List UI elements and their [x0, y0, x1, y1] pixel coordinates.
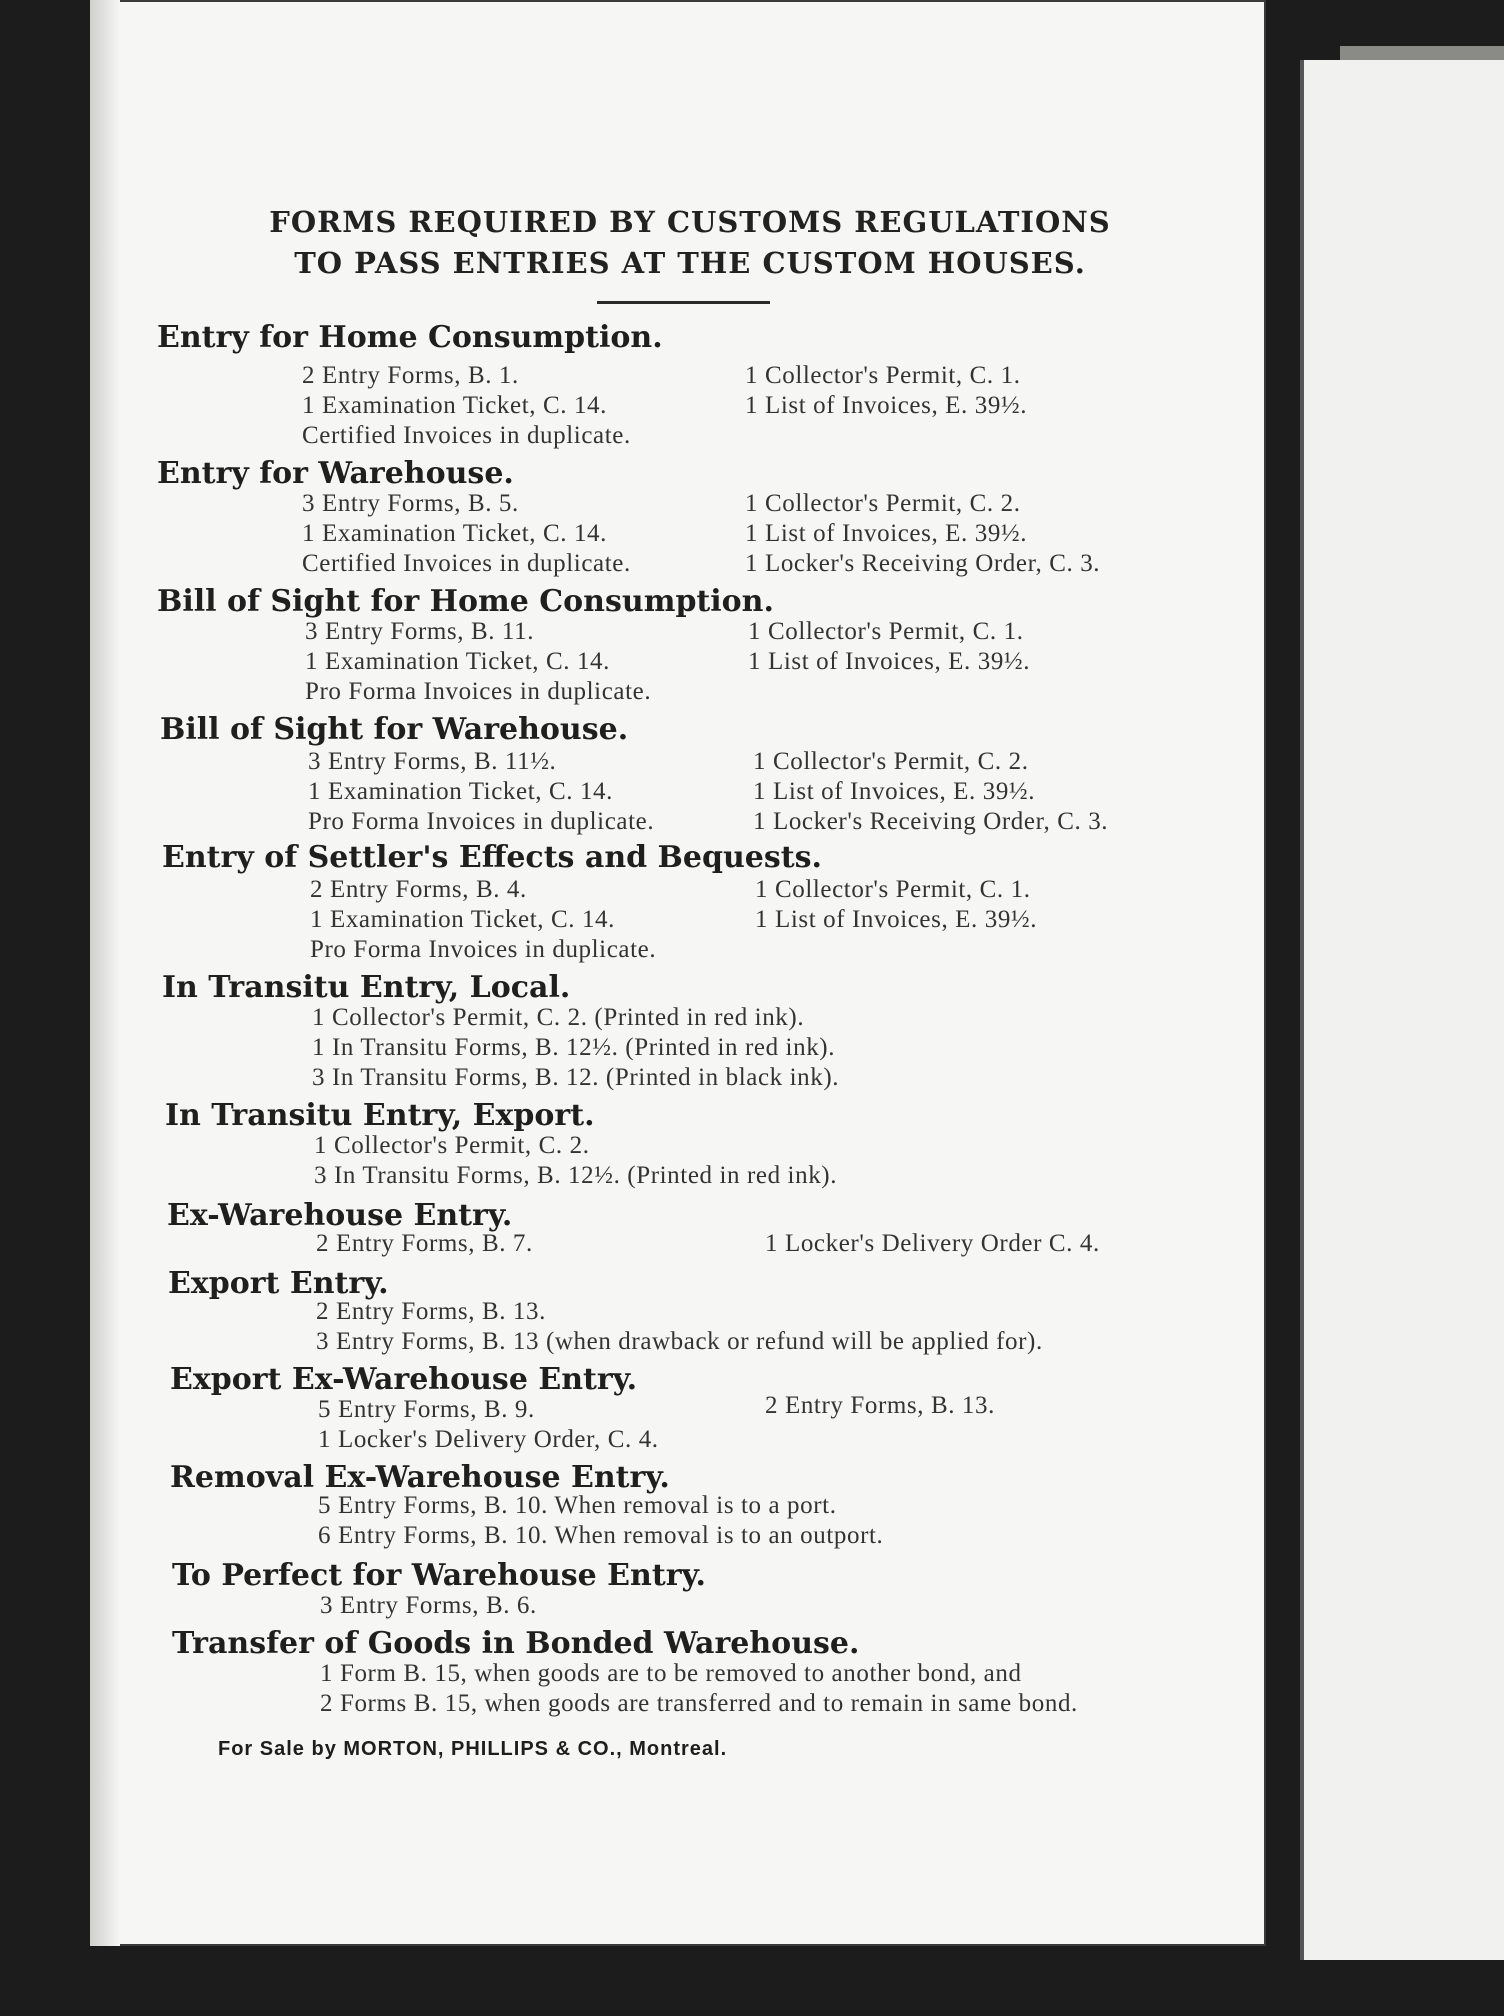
form-item: 1 Collector's Permit, C. 1. [745, 362, 1021, 389]
form-item: 5 Entry Forms, B. 10. When removal is to a port. [318, 1492, 837, 1519]
form-item: 2 Entry Forms, B. 13. [765, 1392, 995, 1419]
section-heading: Export Entry. [168, 1266, 389, 1301]
form-item: 1 List of Invoices, E. 39½. [753, 778, 1036, 805]
form-item: 1 List of Invoices, E. 39½. [755, 906, 1038, 933]
section-heading: Entry for Home Consumption. [157, 320, 663, 355]
form-item: 1 Collector's Permit, C. 1. [748, 618, 1024, 645]
form-item: 1 Examination Ticket, C. 14. [302, 392, 607, 419]
form-item: Pro Forma Invoices in duplicate. [308, 808, 655, 835]
form-item: Certified Invoices in duplicate. [302, 422, 631, 449]
form-item: 3 In Transitu Forms, B. 12. (Printed in black ink). [312, 1064, 840, 1091]
form-item: 1 List of Invoices, E. 39½. [745, 392, 1028, 419]
form-item: 1 Locker's Receiving Order, C. 3. [753, 808, 1109, 835]
section-heading: In Transitu Entry, Local. [162, 970, 571, 1005]
form-item: 1 Examination Ticket, C. 14. [308, 778, 613, 805]
form-item: 1 Examination Ticket, C. 14. [302, 520, 607, 547]
form-item: 2 Entry Forms, B. 13. [316, 1298, 546, 1325]
form-item: 2 Entry Forms, B. 7. [316, 1230, 533, 1257]
form-item: 1 Examination Ticket, C. 14. [310, 906, 615, 933]
page-title [120, 202, 1260, 284]
form-item: 1 Locker's Receiving Order, C. 3. [745, 550, 1101, 577]
form-item: 3 Entry Forms, B. 13 (when drawback or refund will be applied for). [316, 1328, 1043, 1355]
title-divider [597, 301, 770, 304]
form-item: 3 In Transitu Forms, B. 12½. (Printed in red ink). [314, 1162, 838, 1189]
section-heading: Removal Ex-Warehouse Entry. [170, 1460, 670, 1495]
form-item: 3 Entry Forms, B. 11. [305, 618, 535, 645]
form-item: Certified Invoices in duplicate. [302, 550, 631, 577]
form-item: 1 Locker's Delivery Order, C. 4. [318, 1426, 659, 1453]
section-heading: Entry of Settler's Effects and Bequests. [162, 840, 822, 875]
form-item: 1 Collector's Permit, C. 2. [753, 748, 1029, 775]
form-item: 2 Forms B. 15, when goods are transferred and to remain in same bond. [320, 1690, 1078, 1717]
form-item: 6 Entry Forms, B. 10. When removal is to an outport. [318, 1522, 884, 1549]
title-line-2: TO PASS ENTRIES AT THE CUSTOM HOUSES. [294, 246, 1086, 280]
form-item: 1 Examination Ticket, C. 14. [305, 648, 610, 675]
form-item: 5 Entry Forms, B. 9. [318, 1396, 535, 1423]
form-item: 1 Collector's Permit, C. 1. [755, 876, 1031, 903]
section-heading: Transfer of Goods in Bonded Warehouse. [172, 1626, 860, 1661]
section-heading: Bill of Sight for Home Consumption. [157, 584, 774, 619]
section-heading: In Transitu Entry, Export. [165, 1098, 595, 1133]
form-item: 1 Collector's Permit, C. 2. [314, 1132, 590, 1159]
form-item: 1 Collector's Permit, C. 2. (Printed in red ink). [312, 1004, 805, 1031]
form-item: Pro Forma Invoices in duplicate. [310, 936, 657, 963]
form-item: 3 Entry Forms, B. 11½. [308, 748, 557, 775]
form-item: 1 Locker's Delivery Order C. 4. [765, 1230, 1100, 1257]
form-item: 3 Entry Forms, B. 6. [320, 1592, 537, 1619]
form-item: 1 In Transitu Forms, B. 12½. (Printed in red ink). [312, 1034, 836, 1061]
form-item: 1 List of Invoices, E. 39½. [745, 520, 1028, 547]
form-item: 1 List of Invoices, E. 39½. [748, 648, 1031, 675]
form-item: 1 Form B. 15, when goods are to be removed to another bond, and [320, 1660, 1022, 1687]
publisher-footer: For Sale by MORTON, PHILLIPS & CO., Montreal. [218, 1738, 728, 1760]
form-item: 2 Entry Forms, B. 4. [310, 876, 527, 903]
section-heading: Entry for Warehouse. [157, 456, 514, 491]
section-heading: Ex-Warehouse Entry. [167, 1198, 513, 1233]
form-item: Pro Forma Invoices in duplicate. [305, 678, 652, 705]
form-item: 3 Entry Forms, B. 5. [302, 490, 519, 517]
adjacent-page [1300, 60, 1504, 1960]
section-heading: To Perfect for Warehouse Entry. [172, 1558, 706, 1593]
form-item: 2 Entry Forms, B. 1. [302, 362, 519, 389]
title-line-1: FORMS REQUIRED BY CUSTOMS REGULATIONS [269, 205, 1111, 239]
page-binding-shadow [90, 0, 120, 1946]
section-heading: Export Ex-Warehouse Entry. [170, 1362, 638, 1397]
section-heading: Bill of Sight for Warehouse. [160, 712, 629, 747]
form-item: 1 Collector's Permit, C. 2. [745, 490, 1021, 517]
